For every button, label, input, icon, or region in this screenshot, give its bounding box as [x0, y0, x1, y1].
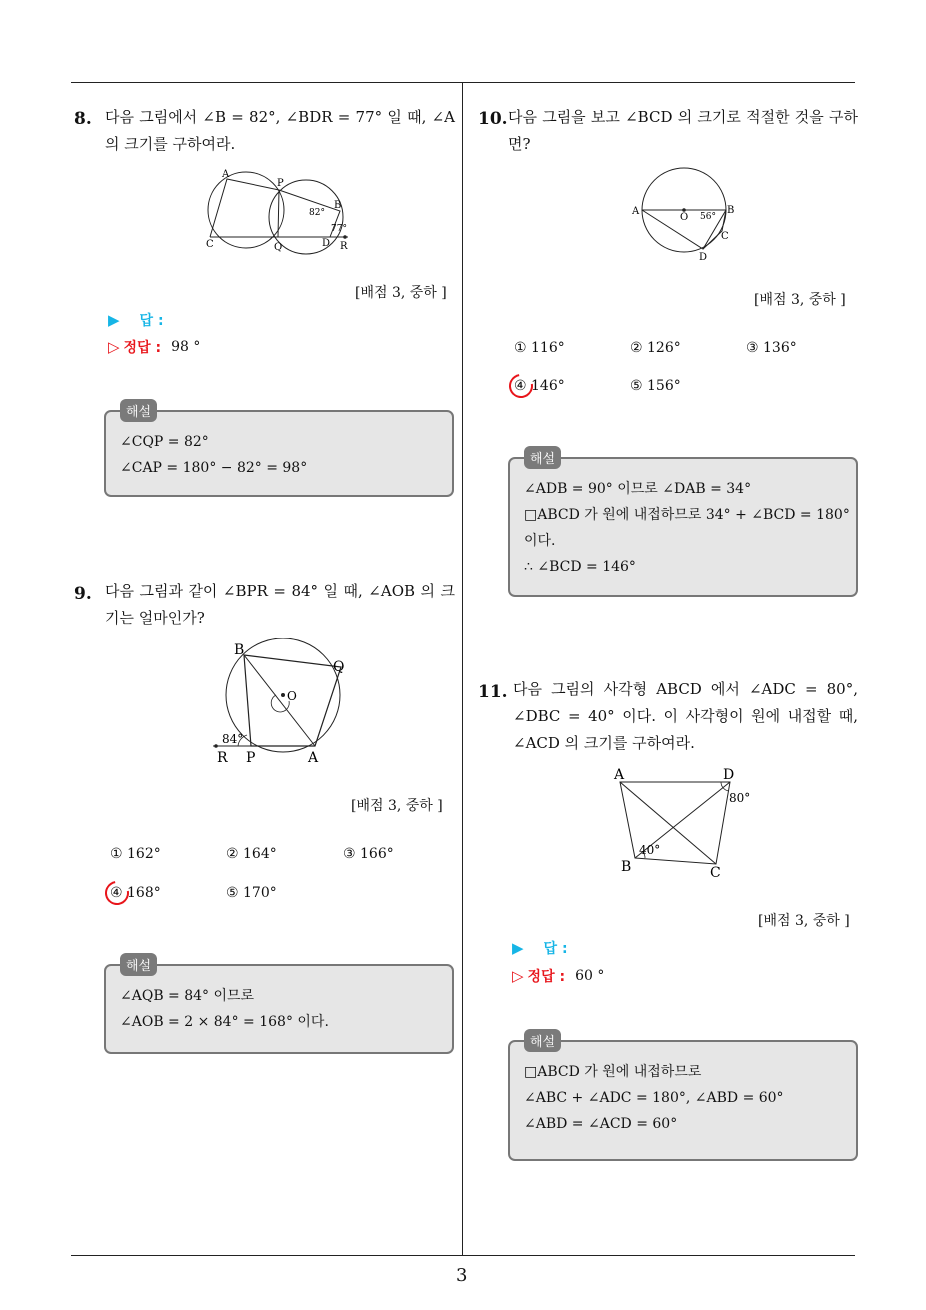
- q9-label-o: O: [287, 689, 297, 703]
- q11-answer-row: [512, 938, 568, 958]
- q10-option-3[interactable]: ③ 136°: [746, 340, 797, 356]
- q9-option-5[interactable]: ⑤ 170°: [226, 885, 277, 901]
- q10-label-b: B: [727, 205, 735, 216]
- top-rule: [71, 82, 855, 83]
- q9-text: 다음 그림과 같이 ∠BPR = 84° 일 때, ∠AOB 의 크기는 얼마인가?: [105, 582, 455, 627]
- q9-figure: [210, 638, 360, 768]
- q8-figure: [200, 165, 365, 255]
- q8-label-c: C: [206, 239, 214, 250]
- q9-label-r: R: [217, 750, 228, 766]
- q10-sol-line-4: ∴ ∠BCD = 146°: [524, 559, 636, 575]
- q10-number: 10.: [478, 109, 508, 129]
- q10-label-c: C: [721, 231, 729, 242]
- q11-score: [배점 3, 중하 ]: [758, 913, 850, 929]
- q10-solution-box: [508, 457, 858, 597]
- q9-angle: 84°: [222, 732, 244, 746]
- q10-option-4[interactable]: ④ 146°: [514, 378, 565, 394]
- q11-label-c: C: [710, 865, 721, 881]
- q9-option-3[interactable]: ③ 166°: [343, 846, 394, 862]
- q11-correct-row: [512, 966, 604, 986]
- q8-solution-tag: 해설: [120, 399, 157, 422]
- q11-solution-tag: 해설: [524, 1029, 561, 1052]
- q11-correct-value: 60 °: [575, 968, 605, 984]
- q9-sol-line-2: ∠AOB = 2 × 84° = 168° 이다.: [120, 1014, 329, 1030]
- q8-correct-label: 정답 :: [123, 340, 162, 356]
- q8-correct-value: 98 °: [171, 339, 201, 355]
- q11-sol-line-2: ∠ABC + ∠ADC = 180°, ∠ABD = 60°: [524, 1090, 784, 1106]
- q11-label-a: A: [614, 767, 625, 783]
- q11-angle-b: 40°: [639, 843, 661, 857]
- q9-label-b: B: [234, 642, 245, 658]
- q11-label-d: D: [723, 767, 735, 783]
- q8-label-q: Q: [274, 242, 283, 253]
- q11-angle-d: 80°: [729, 791, 751, 805]
- q11-sol-line-1: □ABCD 가 원에 내접하므로: [524, 1064, 702, 1080]
- q10-option-5[interactable]: ⑤ 156°: [630, 378, 681, 394]
- q8-sol-line-1: ∠CQP = 82°: [120, 434, 209, 450]
- q9-option-2[interactable]: ② 164°: [226, 846, 277, 862]
- q9-score: [배점 3, 중하 ]: [351, 798, 443, 814]
- q10-score: [배점 3, 중하 ]: [754, 292, 846, 308]
- correct-arrow-icon: ▷: [512, 967, 524, 985]
- answer-arrow-icon: ▶: [512, 939, 524, 957]
- q10-option-1[interactable]: ① 116°: [514, 340, 565, 356]
- q10-text: 다음 그림을 보고 ∠BCD 의 크기로 적절한 것을 구하면?: [508, 108, 858, 153]
- q10-label-a: A: [632, 206, 640, 217]
- q8-label-d: D: [322, 238, 331, 249]
- q8-label-a: A: [222, 169, 230, 180]
- bottom-rule: [71, 1255, 855, 1256]
- q11-sol-line-3: ∠ABD = ∠ACD = 60°: [524, 1116, 678, 1132]
- q10-sol-line-1: ∠ADB = 90° 이므로 ∠DAB = 34°: [524, 481, 752, 497]
- q9-label-a: A: [308, 750, 319, 766]
- q11-number: 11.: [478, 682, 508, 702]
- q9-solution-tag: 해설: [120, 953, 157, 976]
- q8-solution-box: [104, 410, 454, 497]
- q8-score: [배점 3, 중하 ]: [355, 285, 447, 301]
- q9-solution-box: [104, 964, 454, 1054]
- q9-number: 9.: [74, 584, 92, 604]
- q8-answer-label: 답 :: [139, 313, 164, 329]
- q10-sol-line-3: 이다.: [524, 533, 556, 549]
- q8-angle-d: 77°: [331, 224, 347, 234]
- answer-arrow-icon: ▶: [108, 311, 120, 329]
- q9-label-p: P: [246, 750, 256, 766]
- q9-sol-line-1: ∠AQB = 84° 이므로: [120, 988, 255, 1004]
- q10-angle: 56°: [700, 212, 716, 222]
- q10-label-o: O: [680, 212, 689, 223]
- q10-label-d: D: [699, 252, 708, 263]
- correct-arrow-icon: ▷: [108, 338, 120, 356]
- column-divider: [462, 82, 463, 1256]
- q11-solution-box: [508, 1040, 858, 1161]
- q8-correct-row: [108, 337, 200, 357]
- q10-sol-line-2: □ABCD 가 원에 내접하므로 34° + ∠BCD = 180°: [524, 507, 850, 523]
- q8-angle-b: 82°: [309, 208, 325, 218]
- q11-correct-label: 정답 :: [527, 969, 566, 985]
- q8-label-p: P: [277, 178, 284, 189]
- q8-label-r: R: [340, 241, 348, 252]
- q8-label-b: B: [334, 200, 342, 211]
- q11-text: 다음 그림의 사각형 ABCD 에서 ∠ADC = 80°, ∠DBC = 40° 이다. 이 사각형이 원에 내접할 때, ∠ACD 의 크기를 구하여라.: [513, 680, 858, 752]
- q10-selected-mark-icon: [504, 369, 537, 402]
- q8-answer-row: [108, 310, 164, 330]
- q10-option-2[interactable]: ② 126°: [630, 340, 681, 356]
- q9-selected-mark-icon: [100, 876, 133, 909]
- q9-option-1[interactable]: ① 162°: [110, 846, 161, 862]
- q8-number: 8.: [74, 109, 92, 129]
- page-number: 3: [456, 1265, 468, 1286]
- q9-label-q: Q: [333, 659, 345, 675]
- q9-option-4[interactable]: ④ 168°: [110, 885, 161, 901]
- q10-solution-tag: 해설: [524, 446, 561, 469]
- q8-text: 다음 그림에서 ∠B = 82°, ∠BDR = 77° 일 때, ∠A 의 크기를 구하여라.: [105, 108, 455, 153]
- q11-label-b: B: [621, 859, 632, 875]
- q10-figure: [628, 165, 748, 265]
- q8-sol-line-2: ∠CAP = 180° − 82° = 98°: [120, 460, 308, 476]
- q11-answer-label: 답 :: [543, 941, 568, 957]
- q11-figure: [608, 765, 758, 885]
